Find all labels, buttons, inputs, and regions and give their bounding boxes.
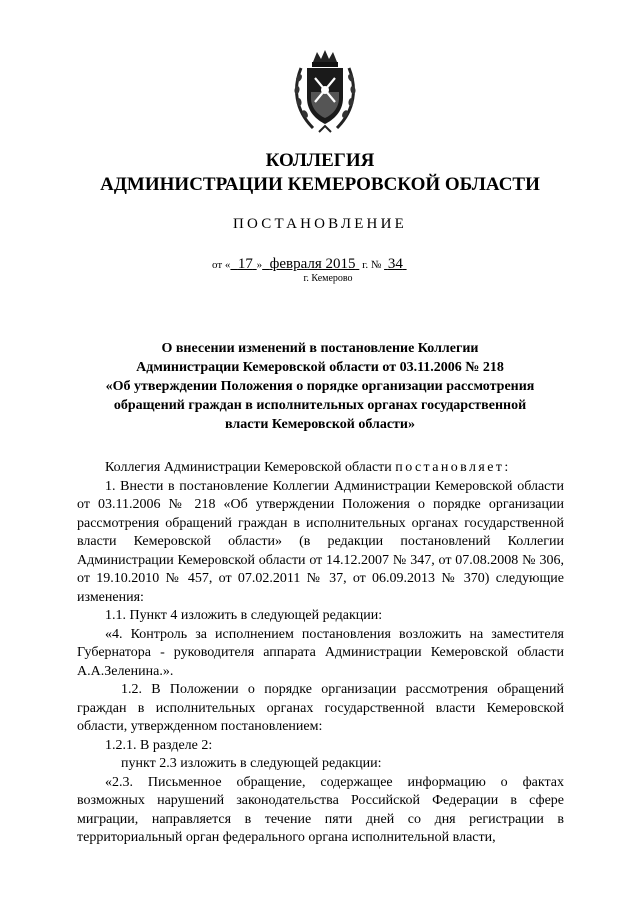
document-number: 34: [387, 256, 403, 272]
paragraph-2-3-text: «2.3. Письменное обращение, содержащее информацию о фактах возможных нарушений законодательства Российской Федерации в сфере миграции, направляется в течение пяти дней со дня регистрации в территориальный орган федерального органа исполнительной власти,: [77, 774, 564, 845]
paragraph-1: 1. Внести в постановление Коллегии Администрации Кемеровской области от 03.11.2006 № 218 «Об утверждении Положения о порядке организации рассмотрения обращений граждан в исполнительных органах государственной власти Кемеровской области» (в редакции постановлений Коллегии Администрации Кемеровской области от 14.12.2007 № 347, от 07.08.2008 № 306, от 19.10.2010 № 457, от 07.02.2011 № 37, от 06.09.2013 № 370) следующие изменения:: [77, 478, 564, 605]
paragraph-1-2: 1.2. В Положении о порядке организации рассмотрения обращений граждан в исполнительных органах государственной власти Кемеровской области, утвержденном постановлением:: [77, 682, 564, 734]
paragraph-1-2-1: 1.2.1. В разделе 2:: [105, 737, 213, 753]
date-mid: »: [256, 259, 263, 271]
org-name-line1: КОЛЛЕГИЯ: [265, 150, 375, 171]
paragraph-item-4: «4. Контроль за исполнением постановления возложить на заместителя Губернатора - руководителя аппарата Администрации Кемеровской области А.А.Зеленина.».: [77, 626, 564, 679]
document-title: [0, 339, 640, 434]
org-name-line2: АДМИНИСТРАЦИИ КЕМЕРОВСКОЙ ОБЛАСТИ: [100, 174, 540, 195]
date-month-year: февраля 2015: [269, 256, 356, 272]
date-day: 17: [237, 256, 253, 272]
date-year-suffix: г.: [362, 259, 369, 271]
document-type: ПОСТАНОВЛЕНИЕ: [233, 216, 407, 232]
title-line: «Об утверждении Положения о порядке организации рассмотрения: [105, 379, 535, 394]
title-line: обращений граждан в исполнительных органах государственной: [113, 398, 527, 413]
paragraph-1-1: 1.1. Пункт 4 изложить в следующей редакции:: [105, 608, 383, 623]
paragraph-point-2-3: пункт 2.3 изложить в следующей редакции:: [121, 756, 382, 771]
title-line: власти Кемеровской области»: [225, 417, 415, 432]
date-prefix: от «: [212, 259, 231, 271]
document-body: [77, 459, 564, 848]
city: г. Кемерово: [303, 273, 353, 284]
intro-paragraph: Коллегия Администрации Кемеровской области постановляет:: [105, 460, 511, 475]
title-line: О внесении изменений в постановление Коллегии: [161, 341, 479, 356]
title-line: Администрации Кемеровской области от 03.11.2006 № 218: [136, 360, 504, 375]
date-line: [212, 256, 407, 273]
number-label: №: [370, 259, 382, 271]
coat-of-arms-emblem: [291, 48, 359, 134]
